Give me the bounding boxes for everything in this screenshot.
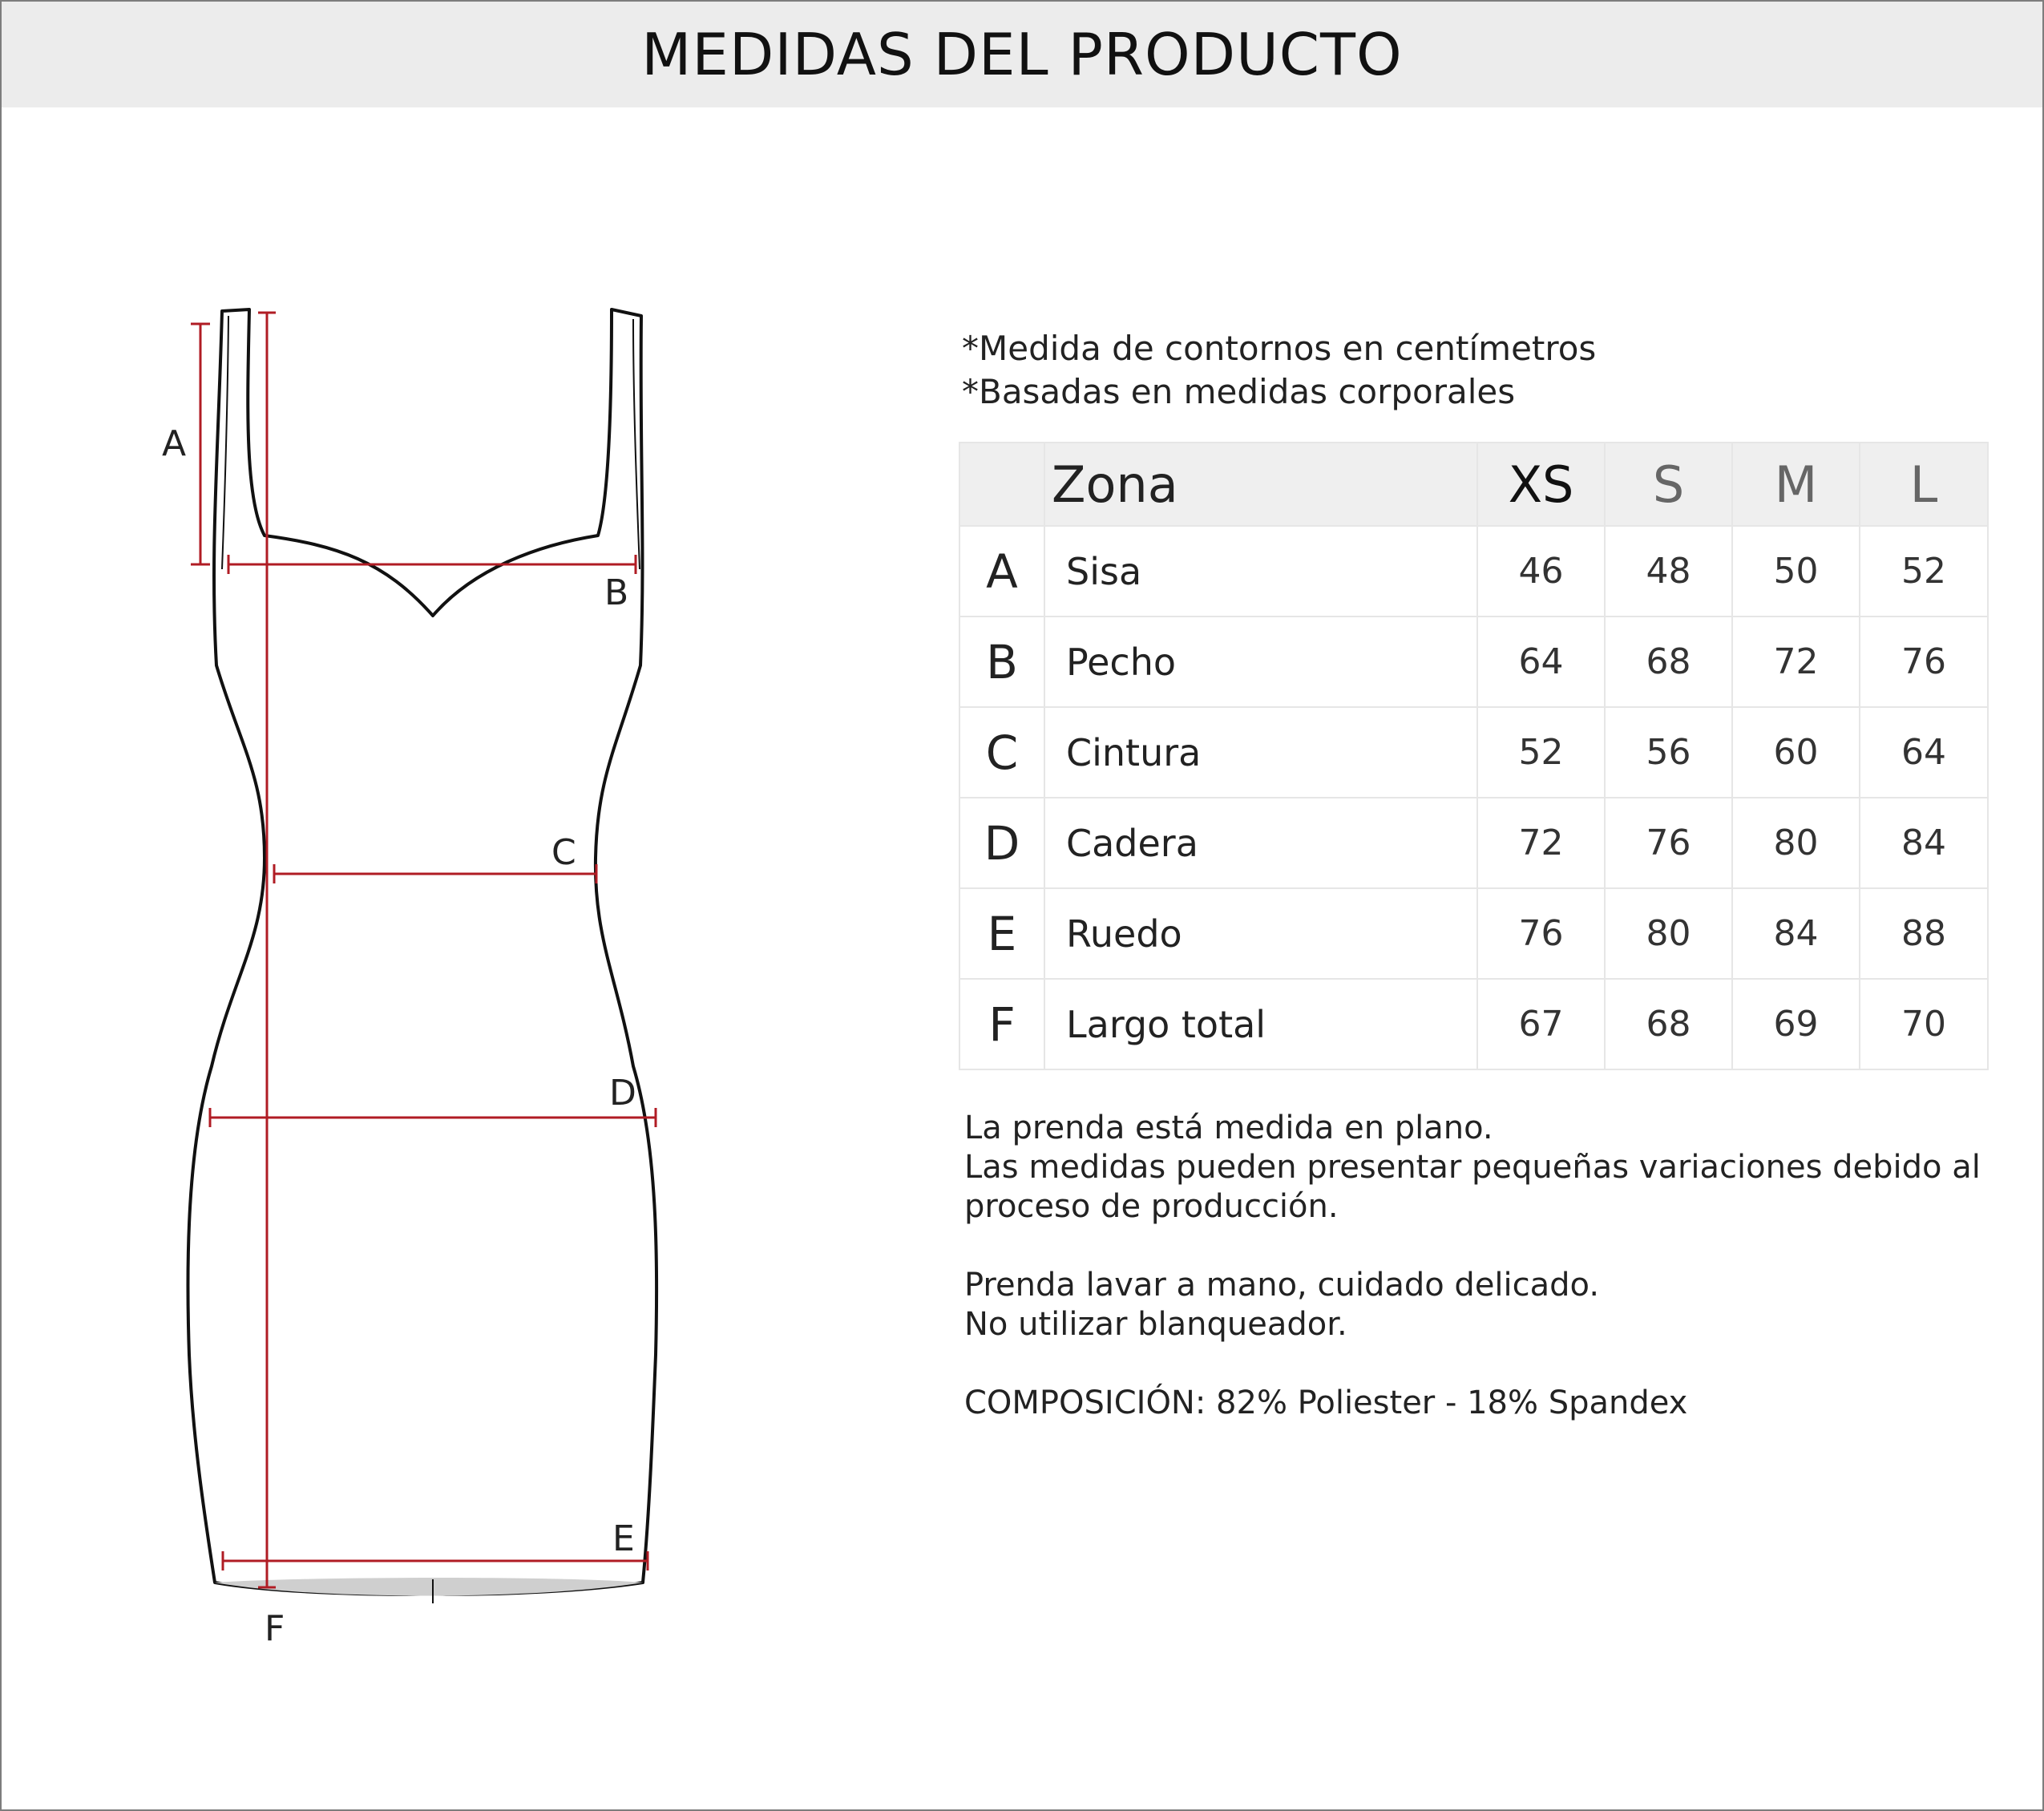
row-zone: Largo total: [1044, 979, 1477, 1069]
cell-value: 80: [1605, 888, 1732, 979]
cell-value: 46: [1477, 526, 1605, 616]
cell-value: 48: [1605, 526, 1732, 616]
cell-value: 50: [1732, 526, 1860, 616]
note-composition: COMPOSICIÓN: 82% Poliester - 18% Spandex: [964, 1385, 1688, 1421]
cell-value: 69: [1732, 979, 1860, 1069]
cell-value: 68: [1605, 979, 1732, 1069]
row-letter: E: [959, 888, 1044, 979]
diagram-label-e: E: [612, 1518, 635, 1559]
row-zone: Cadera: [1044, 798, 1477, 888]
diagram-label-b: B: [604, 572, 629, 613]
table-header-row: [959, 443, 1988, 526]
diagram-label-c: C: [551, 832, 576, 873]
header-zona: Zona: [1044, 443, 1477, 526]
table-row: [959, 616, 1988, 707]
note-no-bleach: No utilizar blanqueador.: [964, 1306, 1347, 1343]
cell-value: 76: [1605, 798, 1732, 888]
cell-value: 56: [1605, 707, 1732, 798]
cell-value: 80: [1732, 798, 1860, 888]
note-basis: *Basadas en medidas corporales: [962, 372, 1516, 411]
diagram-label-a: A: [162, 423, 187, 464]
header-size-l: L: [1860, 443, 1988, 526]
row-zone: Cintura: [1044, 707, 1477, 798]
page-title: MEDIDAS DEL PRODUCTO: [641, 21, 1403, 88]
cell-value: 84: [1732, 888, 1860, 979]
table-row: [959, 979, 1988, 1069]
note-contours: *Medida de contornos en centímetros: [962, 329, 1597, 368]
cell-value: 88: [1860, 888, 1988, 979]
row-zone: Ruedo: [1044, 888, 1477, 979]
diagram-label-d: D: [609, 1073, 636, 1114]
dress-measurement-diagram: [120, 297, 697, 1659]
cell-value: 72: [1477, 798, 1605, 888]
row-letter: C: [959, 707, 1044, 798]
note-variations-line2: proceso de producción.: [964, 1188, 1339, 1225]
header-size-xs: XS: [1477, 443, 1605, 526]
cell-value: 52: [1860, 526, 1988, 616]
header-size-m: M: [1732, 443, 1860, 526]
header-bar: [2, 2, 2042, 107]
cell-value: 76: [1860, 616, 1988, 707]
cell-value: 76: [1477, 888, 1605, 979]
size-table: [959, 442, 1989, 1070]
header-letter-cell: [959, 443, 1044, 526]
hem-shading: [215, 1578, 643, 1596]
header-size-s: S: [1605, 443, 1732, 526]
cell-value: 70: [1860, 979, 1988, 1069]
row-zone: Sisa: [1044, 526, 1477, 616]
cell-value: 52: [1477, 707, 1605, 798]
measurement-notes: [962, 327, 1596, 414]
row-letter: D: [959, 798, 1044, 888]
care-and-composition-notes: [964, 1109, 1998, 1423]
table-row: [959, 707, 1988, 798]
note-wash-instructions: Prenda lavar a mano, cuidado delicado.: [964, 1267, 1600, 1304]
dress-outline: [188, 309, 656, 1595]
cell-value: 60: [1732, 707, 1860, 798]
cell-value: 84: [1860, 798, 1988, 888]
note-variations-line1: Las medidas pueden presentar pequeñas variaciones debido al: [964, 1149, 1981, 1186]
cell-value: 72: [1732, 616, 1860, 707]
table-row: [959, 526, 1988, 616]
cell-value: 68: [1605, 616, 1732, 707]
row-zone: Pecho: [1044, 616, 1477, 707]
cell-value: 64: [1860, 707, 1988, 798]
row-letter: A: [959, 526, 1044, 616]
row-letter: B: [959, 616, 1044, 707]
diagram-label-f: F: [265, 1608, 285, 1649]
table-row: [959, 798, 1988, 888]
cell-value: 64: [1477, 616, 1605, 707]
cell-value: 67: [1477, 979, 1605, 1069]
note-measured-flat: La prenda está medida en plano.: [964, 1110, 1493, 1146]
row-letter: F: [959, 979, 1044, 1069]
table-row: [959, 888, 1988, 979]
